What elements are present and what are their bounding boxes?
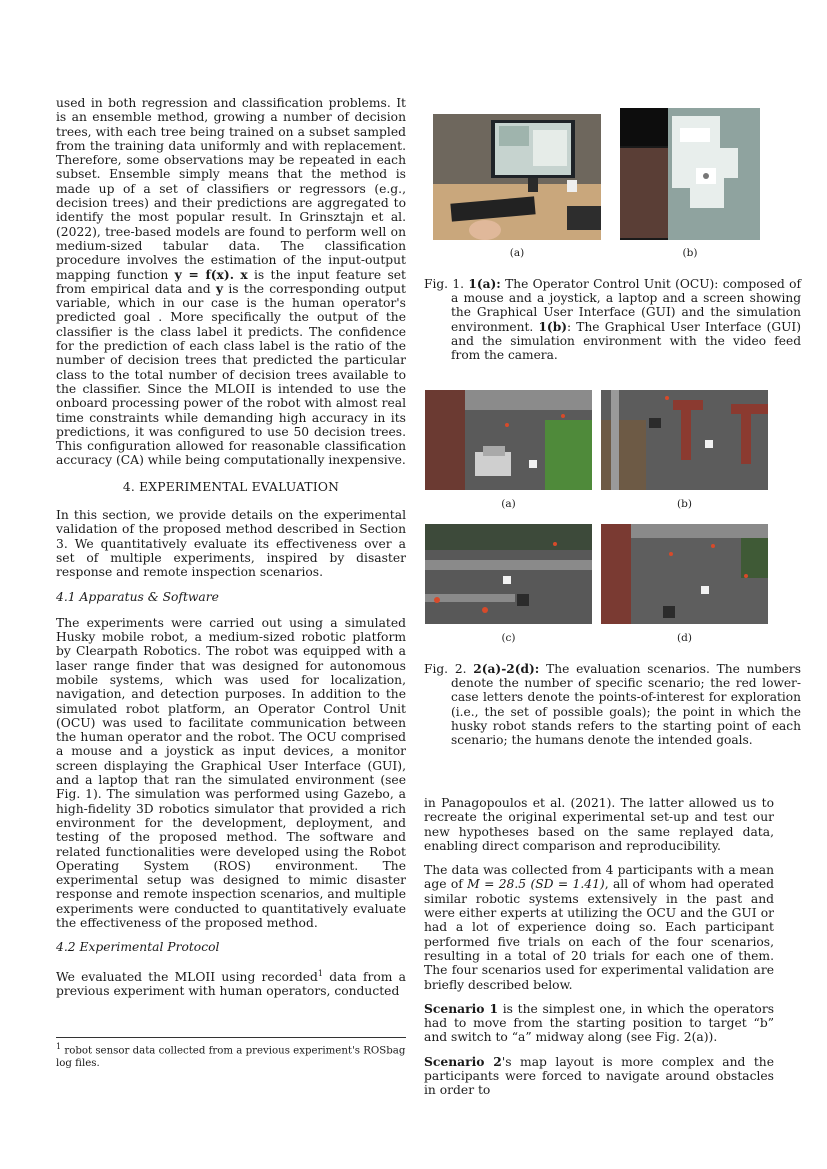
formula-mapping: y = f(x). (174, 266, 234, 282)
section-title: 4. EXPERIMENTAL EVALUATION (122, 479, 340, 494)
figure-1a-label: (a) (509, 247, 525, 259)
figure-2a-image (425, 390, 592, 490)
footnote: $^1$ robot sensor data collected from a previous experiment's ROSbag log files. (56, 1037, 406, 1070)
figure-2d-label: (d) (677, 632, 692, 644)
figure-2b-label: (b) (677, 498, 692, 510)
figure-2c-image (425, 524, 592, 624)
participant-stats: M = 28.5 (SD = 1.41) (467, 877, 605, 892)
figure-2-caption: Fig. 2. 2(a)-2(d): The evaluation scenarios. The numbers denote the number of specific scenario; the red lower-case letters denote the points-of-interest for exploration (i.e., the set of possible goals); the point in which the husky robot stands refers to the starting point of each scenario; the humans denote the intended goals. (424, 662, 801, 748)
footnote-reference[interactable]: 1 (317, 968, 323, 978)
gui-screenshot (620, 108, 760, 240)
paragraph-apparatus: The experiments were carried out using a simulated Husky mobile robot, a medium-sized robotic platform by Clearpath Robotics. The robot was equipped with a laser range finder that was designed for autonomous mobile systems, which was used for localization, navigation, and detection purposes. In addition to the simulated robot platform, an Operator Control Unit (OCU) was used to facilitate communication between the human operator and the robot. The OCU comprised a mouse and a joystick as input devices, a monitor screen displaying the Graphical User Interface (GUI), and a laptop that ran the simulated environment (see Fig. 1). The simulation was performed using Gazebo, a high-fidelity 3D robotics simulator that provided a rich environment for the development, deployment, and testing of the proposed method. The software and related functionalities were developed using the Robot Operating System (ROS) environment. The experimental setup was designed to mimic disaster response and remote inspection scenarios, and multiple experiments were conducted to quantitatively evaluate the effectiveness of the proposed method. (56, 615, 406, 931)
right-column (424, 796, 774, 1108)
figure-2a-label: (a) (501, 498, 516, 510)
paragraph-scenario-2: Scenario 2's map layout is more complex and the participants were forced to navigate around obstacles in order to (424, 1053, 774, 1098)
paragraph-protocol: We evaluated the MLOII using recorded$^1$ data from a previous experiment with human operators, conducted (56, 968, 406, 999)
paragraph-random-forest: used in both regression and classification problems. It is an ensemble method, growing a number of decision trees, with each tree being trained on a subset sampled from the training data uniformly and with replacement. Therefore, some observations may be repeated in each subset. Ensemble simply means that the method is made up of a set of classifiers or regressors (e.g., decision trees) and their predictions are aggregated to identify the most popular result. In Grinsztajn et al. (2022), tree-based models are found to perform well on medium-sized tabular data. The classification procedure involves the estimation of the input-output mapping function y = f(x). x is the input feature set from empirical data and y is the corresponding output variable, which in our case is the human operator's predicted goal . More specifically the output of the classifier is the class label it predicts. The confidence for the prediction of each class label is the ratio of the number of decision trees that predicted the particular class to the total number of decision trees available to the classifier. Since the MLOII is intended to use the onboard processing power of the robot with almost real time constraints while demanding high accuracy in its predictions, it was configured to use 50 decision trees. This configuration allowed for reasonable classification accuracy (CA) while being computationally inexpensive. (56, 96, 406, 468)
scenario-2-render (601, 390, 768, 490)
figure-1-caption: Fig. 1. 1(a): The Operator Control Unit (OCU): composed of a mouse and a joystick, a laptop and a screen showing the Graphical User Interface (GUI) and the simulation environment. 1(b): The Graphical User Interface (GUI) and the simulation environment with the video feed from the camera. (424, 277, 801, 363)
section-intro: In this section, we provide details on the experimental validation of the proposed method described in Section 3. We quantitatively evaluate its effectiveness over a set of multiple experiments, inspired by disaster response and remote inspection scenarios. (56, 508, 406, 580)
figure-1b-image (620, 108, 760, 240)
figure-1a-image (433, 114, 601, 240)
subsection-protocol: 4.2 Experimental Protocol (56, 940, 220, 955)
ocu-photo (433, 114, 601, 240)
scenario-3-render (425, 524, 592, 624)
scenario-1-render (425, 390, 592, 490)
figure-2b-image (601, 390, 768, 490)
paragraph-scenario-1: Scenario 1 is the simplest one, in which the operators had to move from the starting position to target “b” and switch to “a” midway along (see Fig. 2(a)). (424, 1000, 775, 1045)
paragraph-participants: The data was collected from 4 participants with a mean age of M = 28.5 (SD = 1.41), all of whom had operated similar robotic systems extensively in the past and were either experts at utilizing the OCU and the GUI or had a lot of experience doing so. Each participant performed five trials on each of the four scenarios, resulting in a total of 20 trials for each one of them. The four scenarios used for experimental validation are briefly described below. (424, 863, 774, 992)
subsection-apparatus: 4.1 Apparatus & Software (56, 589, 219, 604)
left-column (56, 96, 406, 1008)
figure-2c-label: (c) (501, 632, 516, 644)
figure-2d-image (601, 524, 768, 624)
scenario-4-render (601, 524, 768, 624)
figure-1b-label: (b) (682, 247, 698, 259)
paragraph-panagopoulos: in Panagopoulos et al. (2021). The latter allowed us to recreate the original experimental set-up and test our new hypotheses based on the same replayed data, enabling direct comparison and reproducibility. (424, 796, 774, 853)
